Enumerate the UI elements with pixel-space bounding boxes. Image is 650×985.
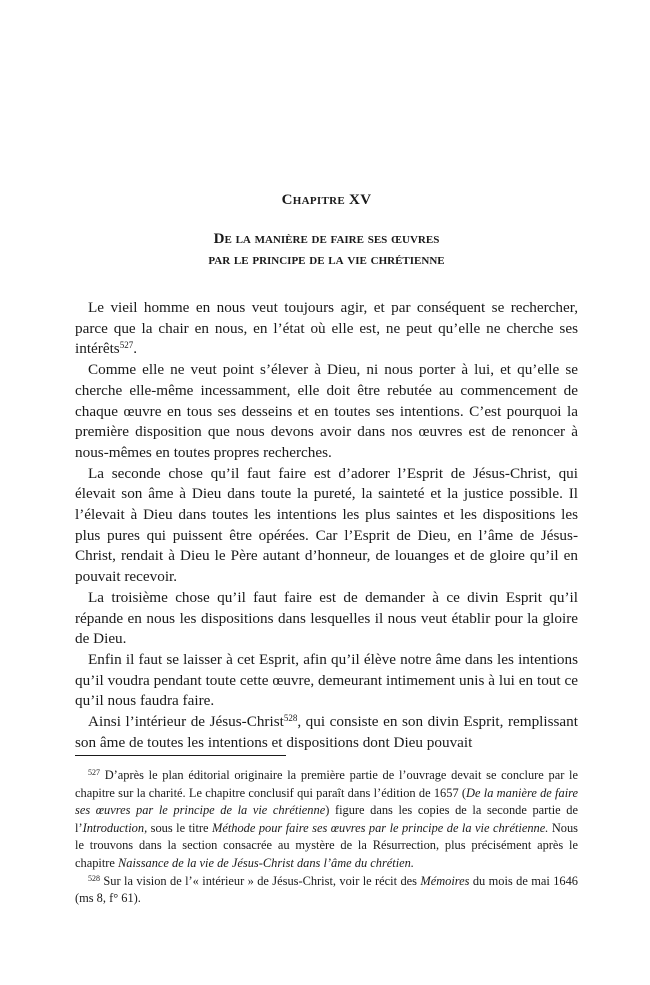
paragraph-1 [75,298,578,360]
footnote-527-text-3: sous le titre [147,820,213,835]
footnote-527-italic-1: De la manière de faire ses œuvres par le principe de la vie chrétienne [75,785,578,818]
book-page [75,0,578,985]
footnote-number-527: 527 [88,768,100,777]
chapter-label: Chapitre XV [281,192,372,208]
footnote-528-text-2: du mois de mai 1646 (ms 8, f° 61). [75,873,578,906]
body-text [75,298,578,753]
footnote-527 [75,767,578,873]
paragraph-2: Comme elle ne veut point s’élever à Dieu, ni nous porter à lui, et qu’elle se cherche elle-même incessamment, elle doit être rebutée au commencement de chaque œuvre en tous ses desseins et en toutes ses intentions. C’est pourquoi la première disposition que nous devons avoir dans nos œuvres est de renoncer à nous-mêmes en toutes propres recherches. [75,361,578,461]
chapter-title [75,229,578,271]
paragraph-6 [75,712,578,753]
footnote-ref-528[interactable]: 528 [283,713,298,724]
footnote-528-text-1: Sur la vision de l’« intérieur » de Jésus-Christ, voir le récit des [100,873,421,888]
footnotes [75,767,578,908]
paragraph-3: La seconde chose qu’il faut faire est d’adorer l’Esprit de Jésus-Christ, qui élevait son âme à Dieu dans toute la pureté, la sainteté et la justice possible. Il l’élevait à Dieu dans toutes les intentions les plus saintes et les dispositions les plus pures qui puissent être opérées. Car l’Esprit de Dieu, en l’âme de Jésus-Christ, rendait à Dieu le Père autant d’honneur, de louanges et de gloire qu’il en pouvait recevoir. [75,464,578,586]
paragraph-5: Enfin il faut se laisser à cet Esprit, afin qu’il élève notre âme dans les intentions qu’il voudra pendant toute cette œuvre, demeurant intimement unis à lui en tout ce qu’il nous faudra faire. [75,650,578,710]
footnote-number-528: 528 [88,873,100,883]
paragraph-1-end: . [133,340,137,358]
paragraph-4: La troisième chose qu’il faut faire est de demander à ce divin Esprit qu’il répande en nous les dispositions dans lesquelles il nous veut établir pour la gloire de Dieu. [75,588,578,648]
footnote-ref-527[interactable]: 527 [119,340,134,351]
footnote-527-text-2: ) figure dans les copies de la seconde partie de l’ [75,803,578,835]
footnote-separator [75,755,286,756]
chapter-title-line-2: par le principe de la vie chrétienne [208,252,445,268]
paragraph-6-text: , qui consiste en son divin Esprit, remplissant son âme de toutes les intentions et dispositions dont Dieu pouvait [75,713,578,751]
paragraph-1-text: Le vieil homme en nous veut toujours agir, et par conséquent se rechercher, parce que la chair en nous, en l’état où elle est, ne peut qu’elle ne cherche ses intérêts [75,299,578,358]
footnote-527-italic-4: Naissance de la vie de Jésus-Christ dans l’âme du chrétien. [118,855,414,870]
footnote-527-text-4: Nous le trouvons dans la section consacrée au mystère de la Résurrection, plus précisément après le chapitre [75,820,578,870]
paragraph-6-start: Ainsi l’intérieur de Jésus-Christ [88,713,284,731]
footnote-528 [75,873,578,908]
chapter-title-line-1: De la manière de faire ses œuvres [213,231,440,247]
footnote-527-italic-3: Méthode pour faire ses œuvres par le principe de la vie chrétienne. [212,820,549,835]
footnote-528-italic-1: Mémoires [420,873,470,888]
footnote-527-italic-2: Introduction, [82,820,148,835]
footnote-527-text-1: D’après le plan éditorial originaire la première partie de l’ouvrage devait se conclure par le chapitre sur la charité. Le chapitre conclusif qui paraît dans l’édition de 1657 ( [75,768,578,800]
